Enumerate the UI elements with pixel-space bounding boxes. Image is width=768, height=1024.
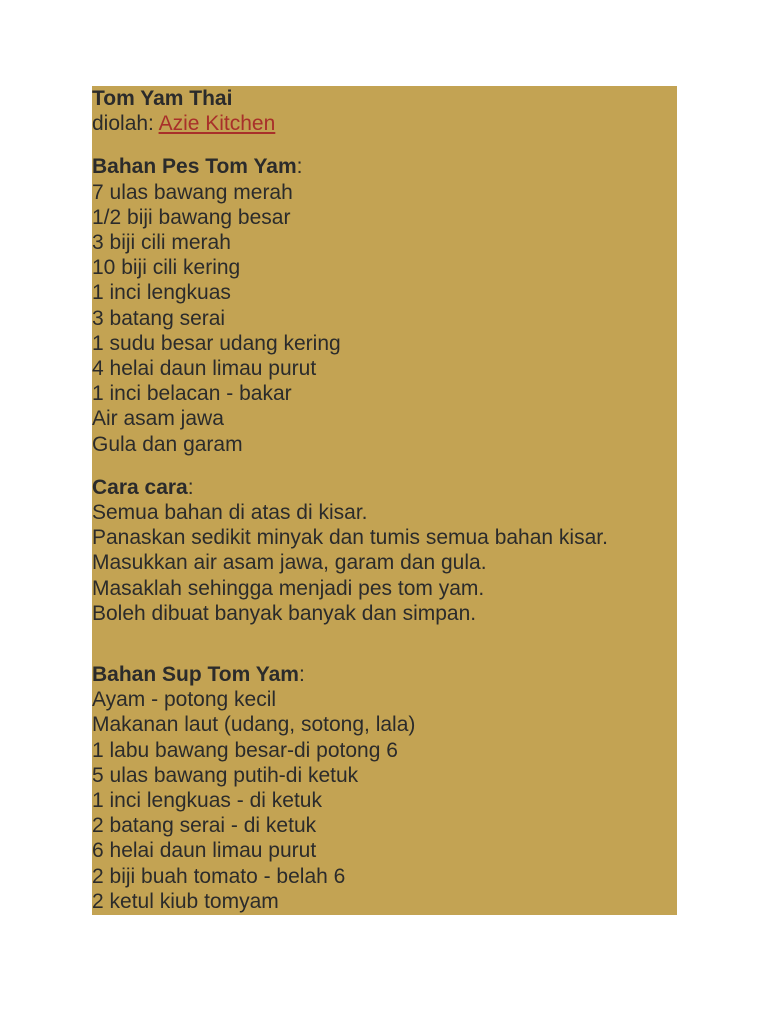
cara-heading-label: Cara cara — [92, 475, 188, 499]
sup-ingredient: 6 helai daun limau purut — [92, 839, 317, 863]
pes-ingredient: 1 inci belacan - bakar — [92, 382, 292, 406]
sup-heading-colon: : — [298, 663, 305, 687]
sup-ingredient-list — [92, 687, 677, 914]
pes-ingredient: 1/2 biji bawang besar — [92, 205, 291, 229]
cara-step-list — [92, 500, 677, 626]
cara-heading-colon: : — [187, 475, 194, 499]
title-block — [92, 86, 677, 136]
spacer — [92, 457, 677, 475]
cara-step: Boleh dibuat banyak banyak dan simpan. — [92, 601, 477, 625]
cara-heading — [92, 475, 677, 500]
pes-ingredient: 10 biji cili kering — [92, 256, 241, 280]
sup-ingredient: Makanan laut (udang, sotong, lala) — [92, 713, 416, 737]
cara-step: Panaskan sedikit minyak dan tumis semua bahan kisar. — [92, 526, 608, 550]
sup-ingredient: 1 inci lengkuas - di ketuk — [92, 789, 322, 813]
sup-ingredient: 2 ketul kiub tomyam — [92, 889, 279, 913]
sup-heading — [92, 662, 677, 687]
pes-ingredient: Gula dan garam — [92, 432, 243, 456]
spacer — [92, 136, 677, 154]
pes-ingredient: 4 helai daun limau purut — [92, 357, 317, 381]
sup-ingredient: 2 biji buah tomato - belah 6 — [92, 864, 346, 888]
pes-ingredient: 1 inci lengkuas — [92, 281, 231, 305]
pes-ingredient: 1 sudu besar udang kering — [92, 331, 341, 355]
sup-section — [92, 662, 677, 914]
cara-step: Semua bahan di atas di kisar. — [92, 501, 368, 525]
cara-section — [92, 475, 677, 626]
pes-section — [92, 154, 677, 456]
spacer — [92, 626, 677, 662]
sup-ingredient: Ayam - potong kecil — [92, 688, 277, 712]
author-link[interactable]: Azie Kitchen — [158, 112, 276, 136]
recipe-title: Tom Yam Thai — [92, 87, 233, 110]
pes-ingredient: 3 biji cili merah — [92, 231, 231, 255]
pes-heading-colon: : — [296, 155, 303, 179]
credit-prefix: diolah: — [92, 112, 159, 136]
recipe-card — [92, 86, 677, 915]
sup-ingredient: 5 ulas bawang putih-di ketuk — [92, 763, 359, 787]
pes-ingredient: 7 ulas bawang merah — [92, 180, 293, 204]
sup-ingredient: 1 labu bawang besar-di potong 6 — [92, 738, 398, 762]
pes-ingredient: Air asam jawa — [92, 407, 224, 431]
cara-step: Masaklah sehingga menjadi pes tom yam. — [92, 576, 485, 600]
pes-ingredient-list — [92, 180, 677, 457]
pes-heading — [92, 154, 677, 179]
cara-step: Masukkan air asam jawa, garam dan gula. — [92, 551, 487, 575]
sup-heading-label: Bahan Sup Tom Yam — [92, 663, 299, 687]
credit-line — [92, 111, 677, 136]
pes-ingredient: 3 batang serai — [92, 306, 226, 330]
pes-heading-label: Bahan Pes Tom Yam — [92, 155, 297, 179]
sup-ingredient: 2 batang serai - di ketuk — [92, 814, 317, 838]
